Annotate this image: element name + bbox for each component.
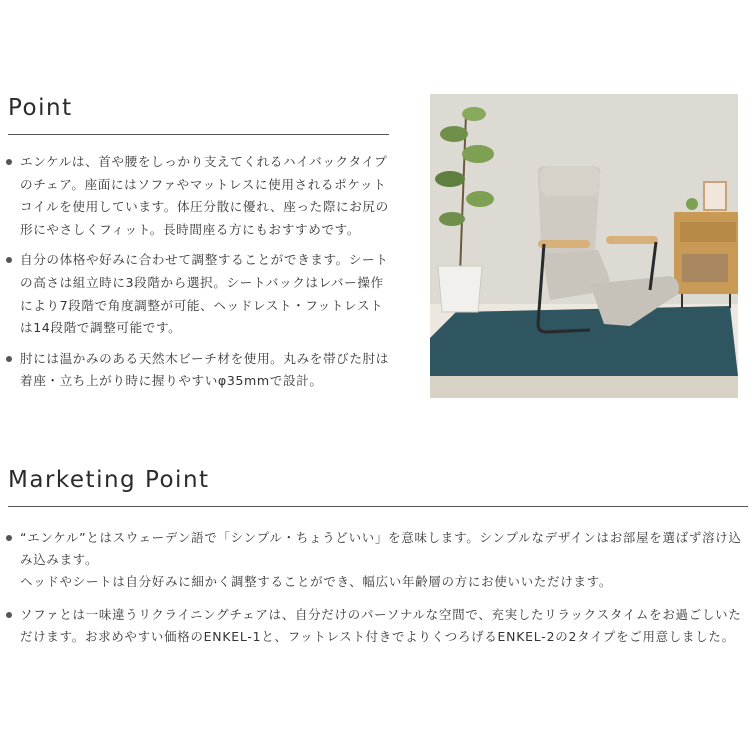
marketing-bullet-text: ソファとは一味違うリクライニングチェアは、自分だけのパーソナルな空間で、充実したリラックスタイムをお過ごしいただけます。お求めやすい価格のENKEL-1と、フットレスト付きでよりくつろげるENKEL-2の2タイプをご用意しました。	[20, 607, 742, 645]
marketing-heading: Marketing Point	[8, 467, 210, 493]
point-bullet-item	[6, 348, 390, 393]
bullet-dot-icon	[6, 612, 12, 618]
point-bullet-text: 肘には温かみのある天然木ビーチ材を使用。丸みを帯びた肘は着座・立ち上がり時に握りやすいφ35mmで設計。	[20, 350, 389, 389]
point-bullet-text: エンケルは、首や腰をしっかり支えてくれるハイバックタイプのチェア。座面にはソファやマットレスに使用されるポケットコイルを使用しています。体圧分散に優れ、座った際にお尻の形にやさしくフィット。長時間座る方にもおすすめです。	[20, 154, 389, 237]
marketing-bullet-item	[6, 604, 750, 648]
point-divider	[8, 134, 389, 135]
bullet-dot-icon	[6, 257, 12, 263]
point-bullet-item	[6, 249, 390, 339]
bullet-dot-icon	[6, 159, 12, 165]
point-bullet-list	[6, 151, 390, 401]
rug-shape	[430, 306, 738, 376]
marketing-divider	[8, 506, 748, 507]
bullet-dot-icon	[6, 356, 12, 362]
marketing-bullet-text: ヘッドやシートは自分好みに細かく調整することができ、幅広い年齢層の方にお使いいただけます。	[20, 573, 613, 589]
marketing-bullet-text: “エンケル”とはスウェーデン語で「シンプル・ちょうどいい」を意味します。シンプルなデザインはお部屋を選ばず溶け込み込みます。	[20, 530, 742, 567]
point-bullet-text: 自分の体格や好みに合わせて調整することができます。シートの高さは組立時に3段階から選択。シートバックはレバー操作により7段階で角度調整が可能、ヘッドレスト・フットレストは14段階で調整可能です。	[20, 252, 389, 336]
marketing-bullet-item	[6, 527, 750, 592]
marketing-bullet-list	[6, 527, 750, 660]
bullet-dot-icon	[6, 535, 12, 541]
point-heading: Point	[8, 95, 73, 121]
point-bullet-item	[6, 151, 390, 241]
product-photo	[430, 94, 738, 398]
